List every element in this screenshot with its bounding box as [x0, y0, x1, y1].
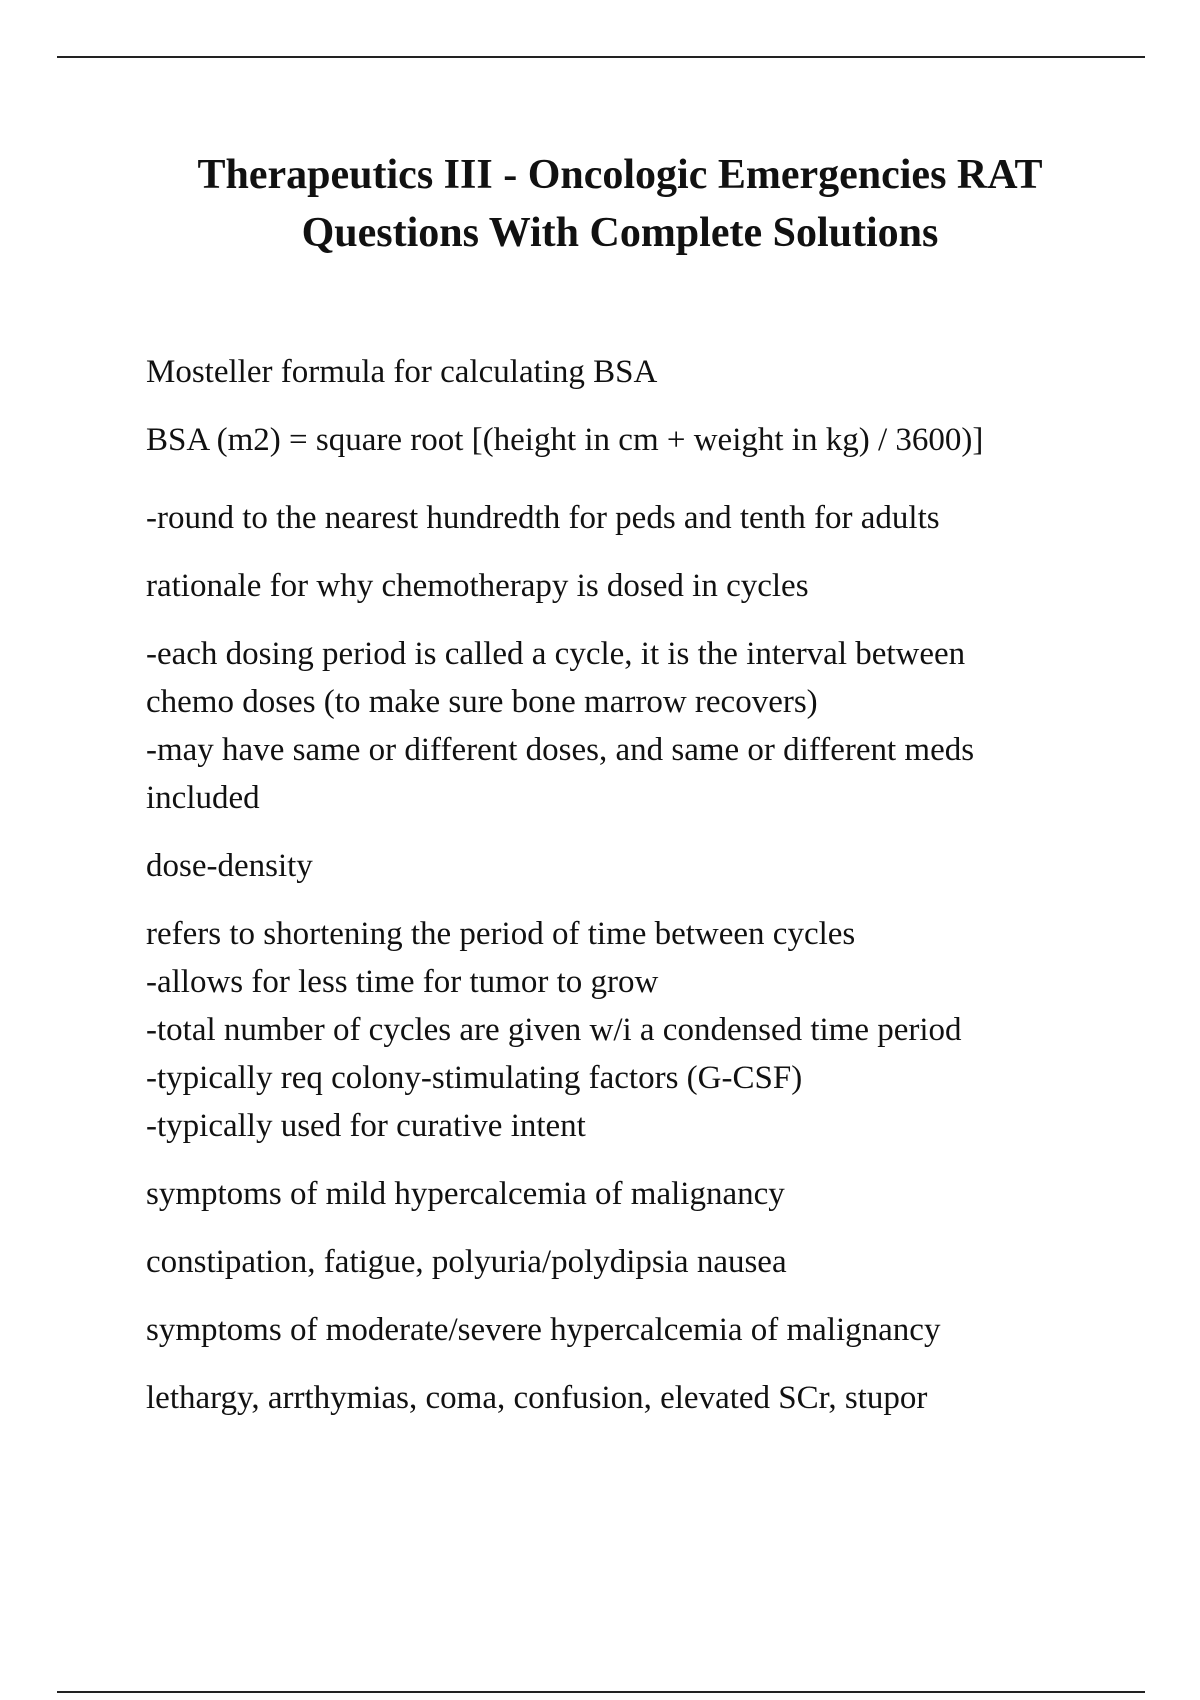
text-line: rationale for why chemotherapy is dosed in cycles — [146, 568, 809, 604]
term-mild-hypercalcemia — [146, 1170, 1146, 1218]
title-line-1: Therapeutics III - Oncologic Emergencies RAT — [197, 152, 1043, 198]
term-mosteller — [146, 348, 1146, 396]
text-line: included — [146, 780, 260, 816]
text-line: constipation, fatigue, polyuria/polydipsia nausea — [146, 1244, 787, 1280]
definition-severe-hypercalcemia — [146, 1374, 1146, 1422]
definition-dose-density — [146, 910, 1146, 1150]
document-title — [100, 146, 1140, 262]
definition-rounding — [146, 494, 1146, 542]
text-line: symptoms of moderate/severe hypercalcemia of malignancy — [146, 1312, 941, 1348]
text-line: -total number of cycles are given w/i a condensed time period — [146, 1012, 962, 1048]
definition-cycles — [146, 630, 1146, 822]
text-line: symptoms of mild hypercalcemia of malignancy — [146, 1176, 785, 1212]
text-line: -allows for less time for tumor to grow — [146, 964, 659, 1000]
text-line: Mosteller formula for calculating BSA — [146, 354, 658, 390]
text-line: -typically used for curative intent — [146, 1108, 586, 1144]
top-rule — [57, 56, 1145, 58]
text-line: refers to shortening the period of time between cycles — [146, 916, 856, 952]
term-cycles-rationale — [146, 562, 1146, 610]
text-line: -each dosing period is called a cycle, it is the interval between — [146, 636, 966, 672]
definition-mild-hypercalcemia — [146, 1238, 1146, 1286]
text-line: -may have same or different doses, and same or different meds — [146, 732, 975, 768]
text-line: -typically req colony-stimulating factors (G-CSF) — [146, 1060, 803, 1096]
text-line: dose-density — [146, 848, 313, 884]
bottom-rule — [57, 1691, 1145, 1693]
text-line: chemo doses (to make sure bone marrow recovers) — [146, 684, 818, 720]
text-line: BSA (m2) = square root [(height in cm + weight in kg) / 3600)] — [146, 422, 984, 458]
text-line: -round to the nearest hundredth for peds and tenth for adults — [146, 500, 940, 536]
definition-bsa-formula — [146, 416, 1146, 464]
document-body — [146, 348, 1146, 1422]
text-line: lethargy, arrthymias, coma, confusion, elevated SCr, stupor — [146, 1380, 928, 1416]
title-line-2: Questions With Complete Solutions — [301, 210, 939, 256]
term-severe-hypercalcemia — [146, 1306, 1146, 1354]
term-dose-density — [146, 842, 1146, 890]
